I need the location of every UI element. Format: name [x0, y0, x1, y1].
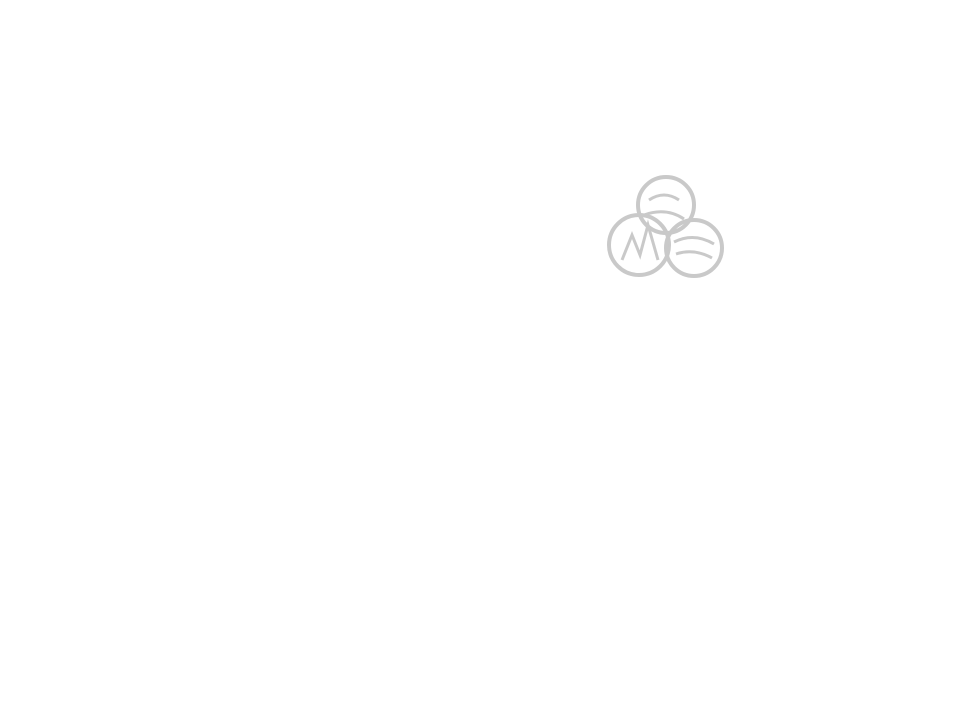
footer-watermark-strip [0, 690, 976, 705]
deq-logo-watermark [604, 170, 729, 335]
